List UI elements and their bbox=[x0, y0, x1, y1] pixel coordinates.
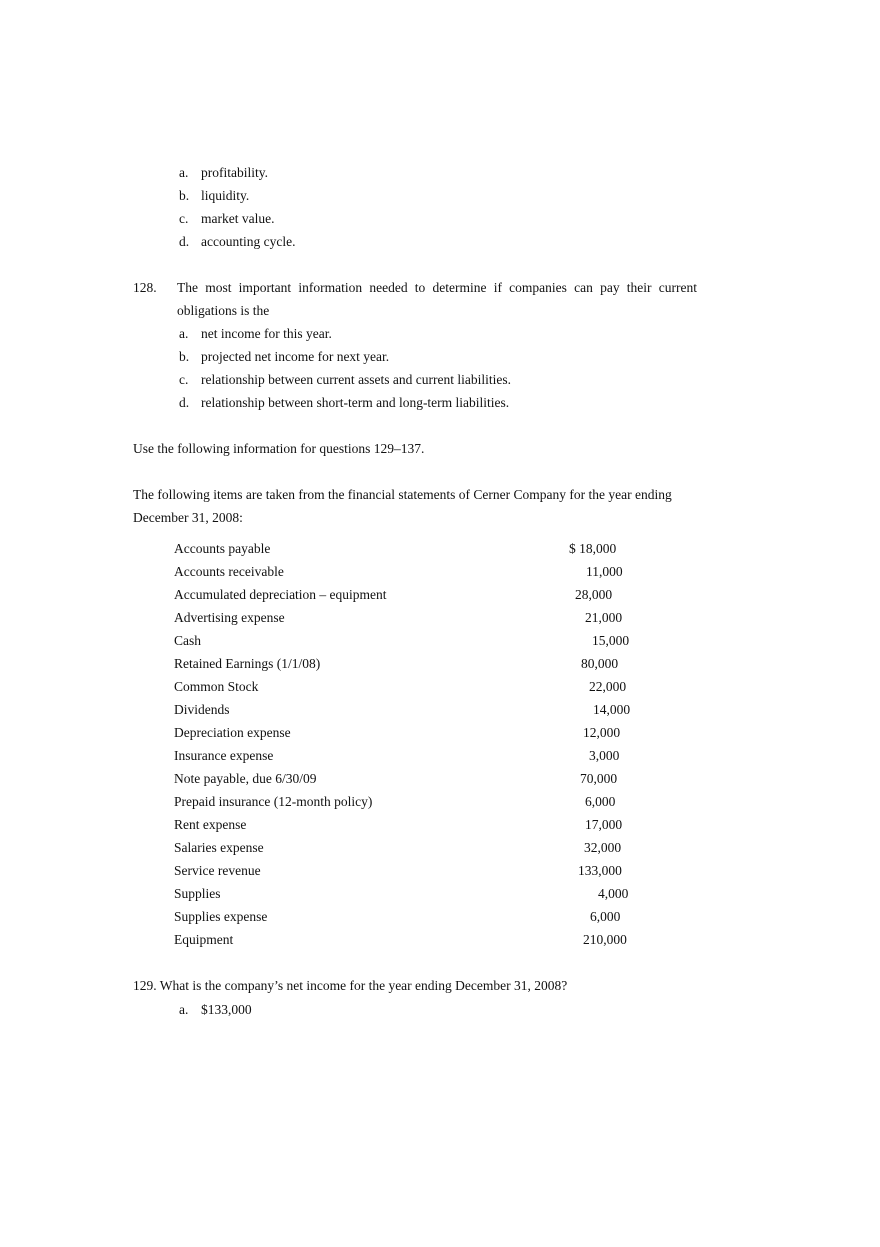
question-129-stem: 129. What is the company’s net income for the year ending December 31, 2008? bbox=[133, 978, 568, 993]
item-value: $ 18,000 bbox=[569, 541, 617, 556]
item-value: 32,000 bbox=[584, 840, 622, 855]
option-text: accounting cycle. bbox=[201, 234, 296, 249]
option-text: profitability. bbox=[201, 165, 268, 180]
option-c bbox=[179, 211, 274, 227]
item-name: Advertising expense bbox=[174, 610, 285, 625]
item-value: 28,000 bbox=[575, 587, 613, 602]
item-value: 22,000 bbox=[589, 679, 627, 694]
item-name: Cash bbox=[174, 633, 201, 648]
q128-option-d bbox=[179, 395, 509, 411]
option-letter: a. bbox=[179, 165, 189, 180]
item-name: Accounts payable bbox=[174, 541, 271, 556]
option-a bbox=[179, 165, 268, 181]
option-text: projected net income for next year. bbox=[201, 349, 390, 364]
instruction-text: Use the following information for questions 129–137. bbox=[133, 441, 425, 456]
item-value: 6,000 bbox=[590, 909, 621, 924]
item-value: 6,000 bbox=[585, 794, 616, 809]
option-b bbox=[179, 188, 249, 204]
item-name: Service revenue bbox=[174, 863, 261, 878]
option-text: liquidity. bbox=[201, 188, 250, 203]
item-value: 3,000 bbox=[589, 748, 620, 763]
item-name: Insurance expense bbox=[174, 748, 274, 763]
item-name: Accumulated depreciation – equipment bbox=[174, 587, 387, 602]
option-letter: d. bbox=[179, 395, 190, 410]
item-name: Accounts receivable bbox=[174, 564, 284, 579]
q129-option-a bbox=[179, 1002, 252, 1018]
option-text: relationship between short-term and long-term liabilities. bbox=[201, 395, 510, 410]
option-text: $133,000 bbox=[201, 1002, 252, 1017]
item-value: 12,000 bbox=[583, 725, 621, 740]
option-letter: b. bbox=[179, 349, 190, 364]
option-letter: a. bbox=[179, 1002, 189, 1017]
option-letter: a. bbox=[179, 326, 189, 341]
item-value: 21,000 bbox=[585, 610, 623, 625]
q128-option-c bbox=[179, 372, 511, 388]
item-value: 70,000 bbox=[580, 771, 618, 786]
option-text: net income for this year. bbox=[201, 326, 332, 341]
option-letter: b. bbox=[179, 188, 190, 203]
item-name: Prepaid insurance (12-month policy) bbox=[174, 794, 373, 809]
question-stem-line1: The most important information needed to determine if companies can pay their current bbox=[177, 280, 697, 295]
option-letter: d. bbox=[179, 234, 190, 249]
intro-line2: December 31, 2008: bbox=[133, 510, 243, 525]
item-value: 80,000 bbox=[581, 656, 619, 671]
item-name: Rent expense bbox=[174, 817, 247, 832]
item-name: Retained Earnings (1/1/08) bbox=[174, 656, 321, 671]
question-stem-line2: obligations is the bbox=[177, 303, 270, 318]
item-name: Salaries expense bbox=[174, 840, 264, 855]
item-name: Note payable, due 6/30/09 bbox=[174, 771, 317, 786]
item-name: Supplies expense bbox=[174, 909, 268, 924]
intro-line1: The following items are taken from the financial statements of Cerner Company for the year ending bbox=[133, 487, 672, 502]
option-text: relationship between current assets and current liabilities. bbox=[201, 372, 512, 387]
item-value: 15,000 bbox=[592, 633, 630, 648]
item-value: 133,000 bbox=[578, 863, 622, 878]
option-text: market value. bbox=[201, 211, 275, 226]
item-name: Supplies bbox=[174, 886, 221, 901]
item-name: Dividends bbox=[174, 702, 230, 717]
option-letter: c. bbox=[179, 211, 189, 226]
item-value: 210,000 bbox=[583, 932, 627, 947]
q128-option-b bbox=[179, 349, 389, 365]
item-value: 4,000 bbox=[598, 886, 629, 901]
q128-option-a bbox=[179, 326, 332, 342]
item-value: 11,000 bbox=[586, 564, 623, 579]
item-name: Depreciation expense bbox=[174, 725, 291, 740]
question-number: 128. bbox=[133, 280, 157, 295]
option-d bbox=[179, 234, 295, 250]
item-name: Common Stock bbox=[174, 679, 259, 694]
item-value: 17,000 bbox=[585, 817, 623, 832]
item-value: 14,000 bbox=[593, 702, 631, 717]
option-letter: c. bbox=[179, 372, 189, 387]
item-name: Equipment bbox=[174, 932, 234, 947]
